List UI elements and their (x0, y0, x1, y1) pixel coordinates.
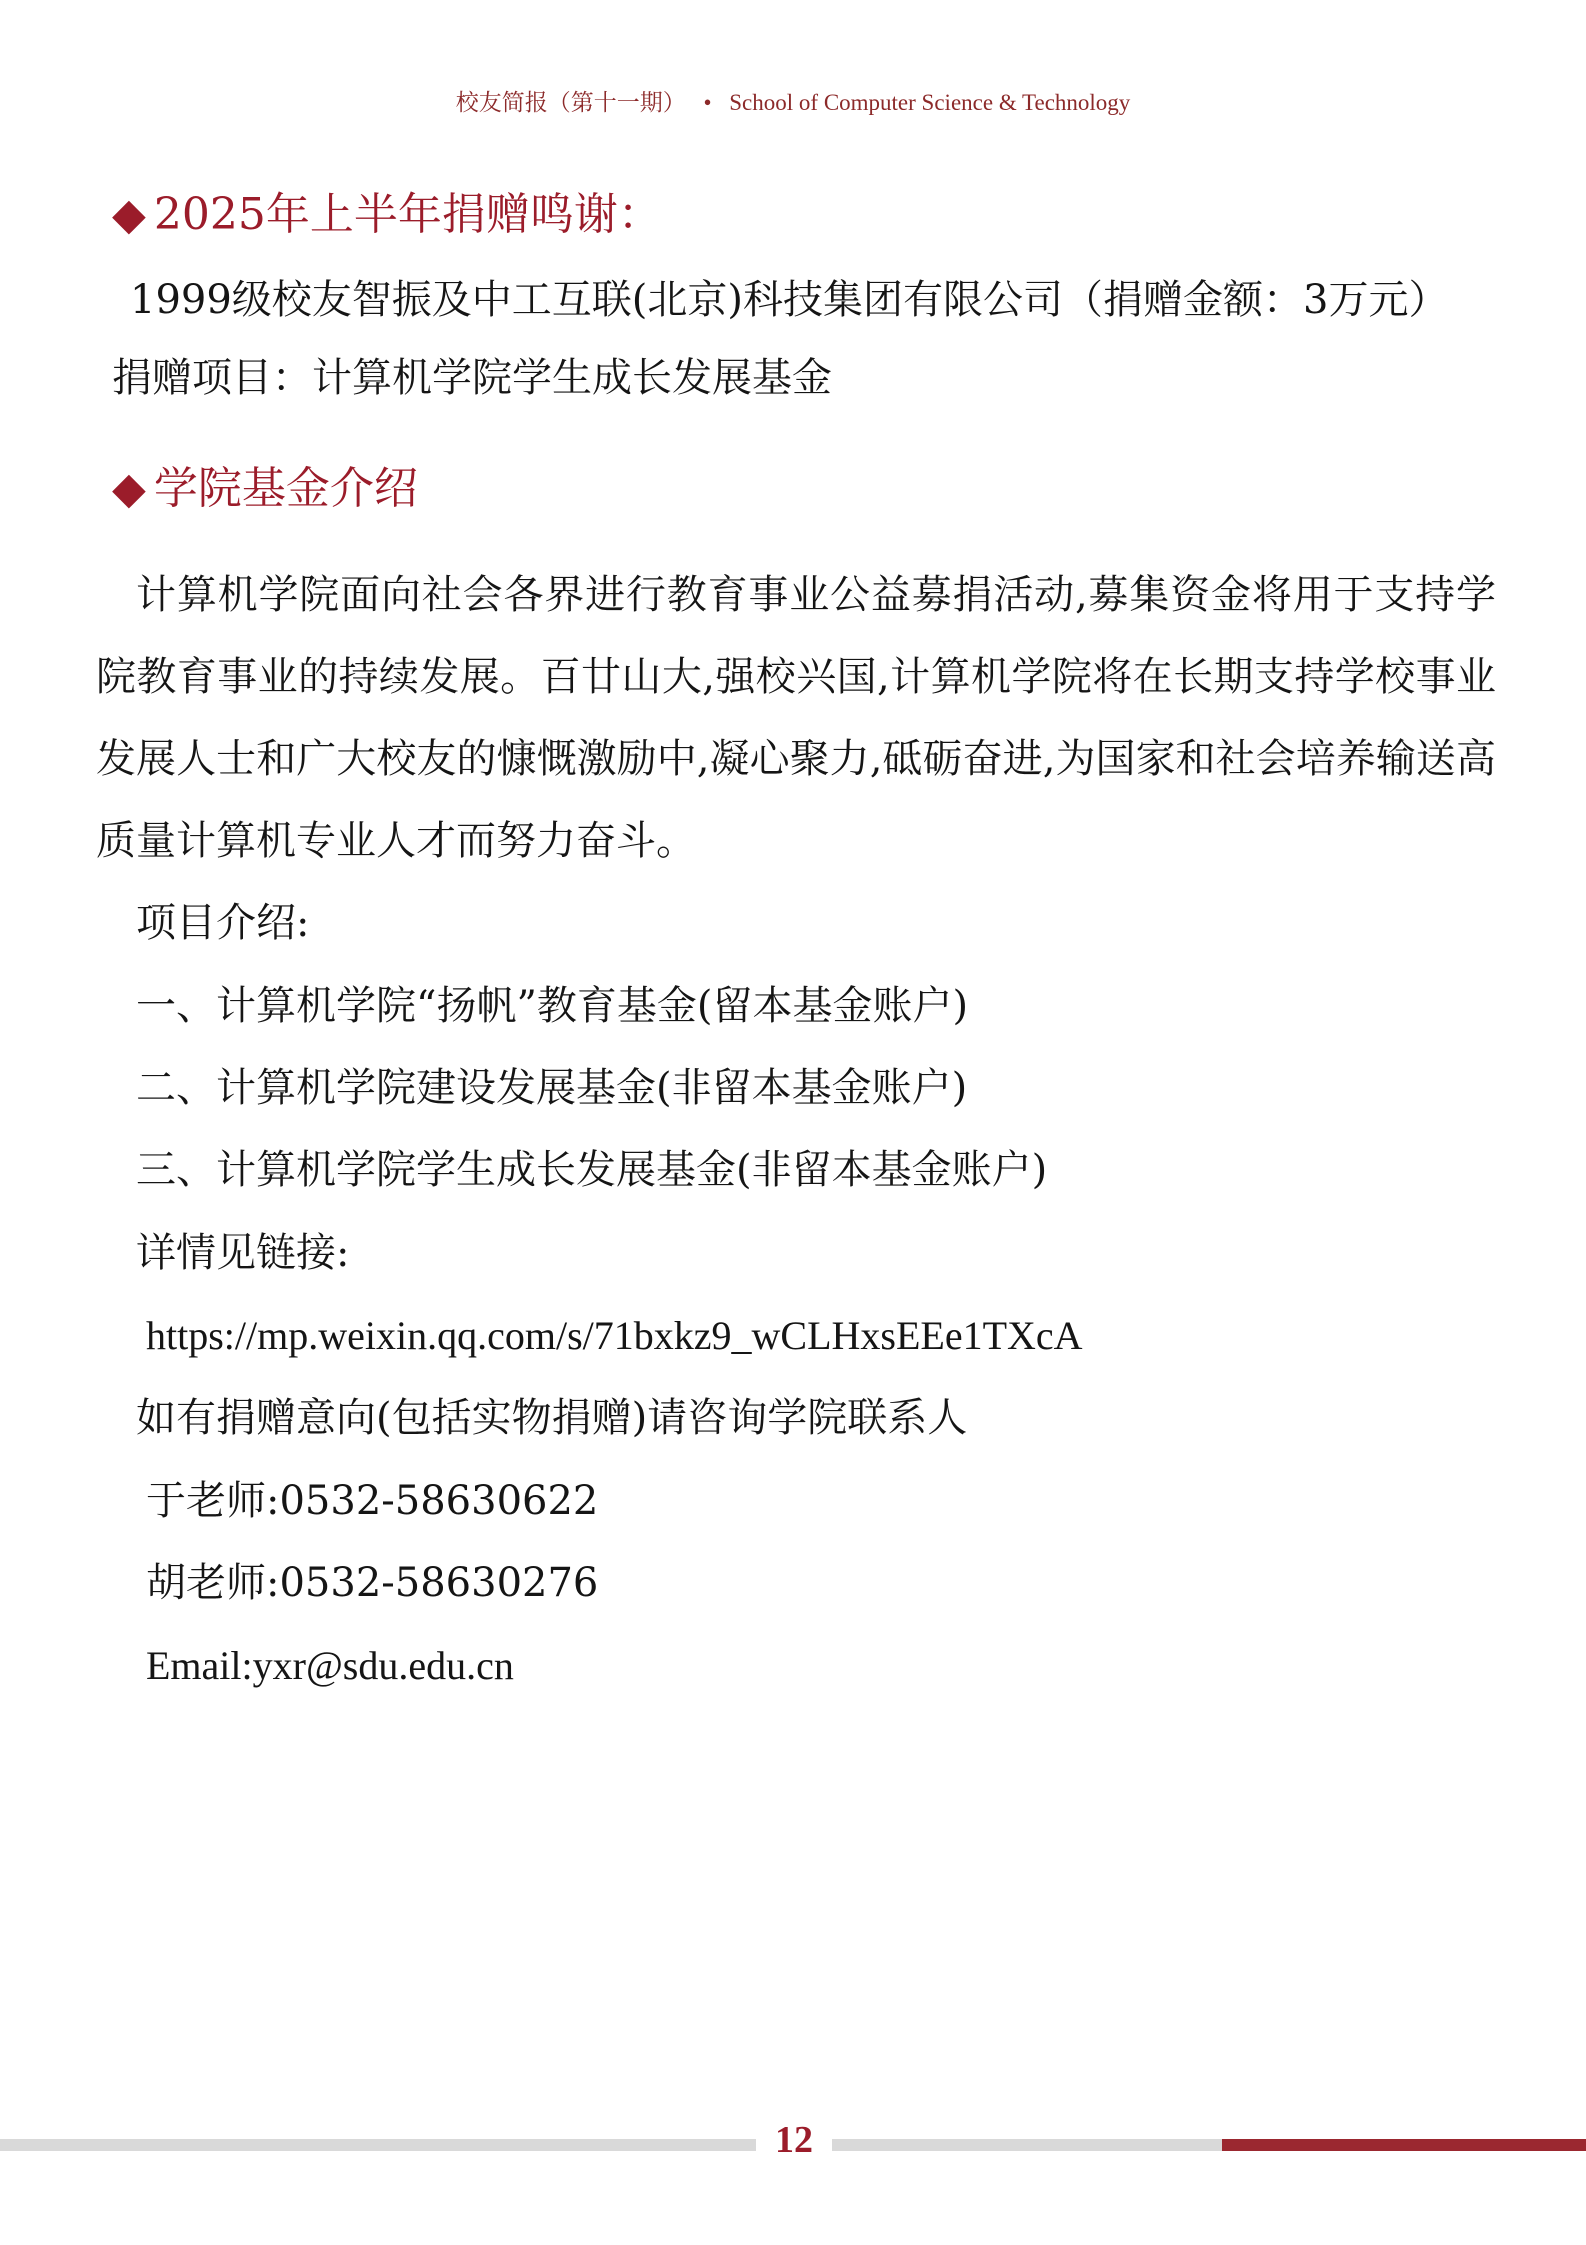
donation-heading (112, 178, 662, 242)
issue-label: 校友简报（第十一期） (455, 90, 686, 115)
project-item: 一、计算机学院“扬帆”教育基金(留本基金账户) (136, 983, 969, 1029)
contact-intro: 如有捐赠意向(包括实物捐赠)请咨询学院联系人 (136, 1395, 968, 1441)
diamond-bullet-icon: ◆ (112, 463, 146, 514)
fund-intro-paragraph: 计算机学院面向社会各界进行教育事业公益募捐活动,募集资金将用于支持学院教育事业的持续发展。百廿山大,强校兴国,计算机学院将在长期支持学校事业发展人士和广大校友的慷慨激励中,凝心聚力,砥砺奋进,为国家和社会培养输送高质量计算机专业人才而努力奋斗。 (96, 572, 1496, 864)
footer-bar-left (0, 2139, 756, 2151)
fund-heading (112, 452, 418, 516)
project-item: 三、计算机学院学生成长发展基金(非留本基金账户) (136, 1147, 1048, 1193)
donor-line: 1999级校友智振及中工互联(北京)科技集团有限公司（捐赠金额：3万元） (130, 277, 1449, 323)
contact-yu: 于老师:0532-58630622 (146, 1478, 599, 1524)
details-link[interactable]: https://mp.weixin.qq.com/s/71bxkz9_wCLHxsEEe1TXcA (146, 1313, 1083, 1358)
page-number: 12 (775, 2119, 813, 2161)
header-separator: • (703, 90, 712, 115)
project-item: 二、计算机学院建设发展基金(非留本基金账户) (136, 1065, 968, 1111)
projects-label: 项目介绍: (136, 900, 310, 946)
contact-hu: 胡老师:0532-58630276 (146, 1560, 599, 1606)
school-name: School of Computer Science & Technology (729, 90, 1131, 115)
details-label: 详情见链接: (136, 1230, 350, 1276)
donation-project-line: 捐赠项目：计算机学院学生成长发展基金 (112, 355, 832, 401)
fund-heading-text: 学院基金介绍 (153, 463, 418, 514)
footer-bar-accent (1222, 2139, 1586, 2151)
donation-heading-text: 2025年上半年捐赠鸣谢： (153, 189, 662, 240)
footer-bar-right (832, 2139, 1222, 2151)
contact-email[interactable]: Email:yxr@sdu.edu.cn (146, 1643, 514, 1688)
diamond-bullet-icon: ◆ (112, 189, 146, 240)
running-header (0, 84, 1586, 117)
